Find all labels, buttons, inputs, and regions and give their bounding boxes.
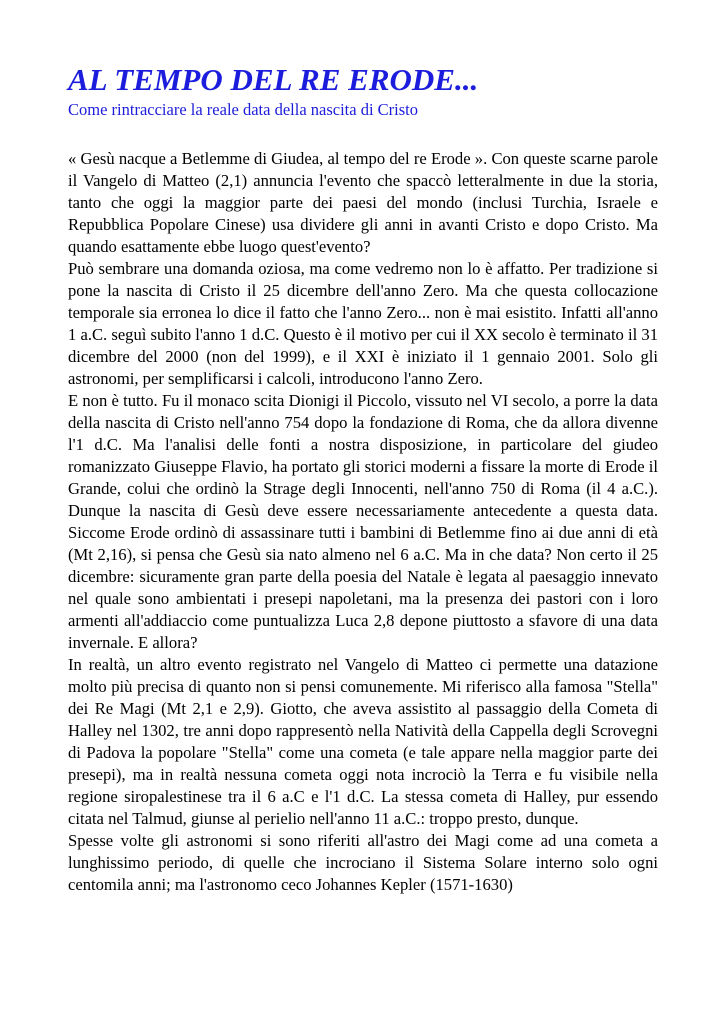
article-body <box>68 148 658 896</box>
paragraph: Spesse volte gli astronomi si sono riferiti all'astro dei Magi come ad una cometa a lunghissimo periodo, di quelle che incrociano il Sistema Solare interno solo ogni centomila anni; ma l'astronomo ceco Johannes Kepler (1571-1630) <box>68 831 658 894</box>
paragraph: « Gesù nacque a Betlemme di Giudea, al tempo del re Erode ». Con queste scarne parole il Vangelo di Matteo (2,1) annuncia l'evento che spaccò letteralmente in due la storia, tanto che oggi la maggior parte dei paesi del mondo (inclusi Turchia, Israele e Repubblica Popolare Cinese) usa dividere gli anni in avanti Cristo e dopo Cristo. Ma quando esattamente ebbe luogo quest'evento? <box>68 149 658 256</box>
paragraph: E non è tutto. Fu il monaco scita Dionigi il Piccolo, vissuto nel VI secolo, a porre la data della nascita di Cristo nell'anno 754 dopo la fondazione di Roma, che da allora divenne l'1 d.C. Ma l'analisi delle fonti a nostra disposizione, in particolare del giudeo romanizzato Giuseppe Flavio, ha portato gli storici moderni a fissare la morte di Erode il Grande, colui che ordinò la Strage degli Innocenti, nell'anno 750 di Roma (il 4 a.C.). Dunque la nascita di Gesù deve essere necessariamente antecedente a questa data. Siccome Erode ordinò di assassinare tutti i bambini di Betlemme fino ai due anni di età (Mt 2,16), si pensa che Gesù sia nato almeno nel 6 a.C. Ma in che data? Non certo il 25 dicembre: sicuramente gran parte della poesia del Natale è legata al paesaggio innevato nel quale sono ambientati i presepi napoletani, ma la presenza dei pastori con i loro armenti all'addiaccio come puntualizza Luca 2,8 depone piuttosto a sfavore di una data invernale. E allora? <box>68 391 658 652</box>
document-page <box>68 62 658 896</box>
article-subtitle: Come rintracciare la reale data della nascita di Cristo <box>68 100 419 119</box>
paragraph: Può sembrare una domanda oziosa, ma come vedremo non lo è affatto. Per tradizione si pone la nascita di Cristo il 25 dicembre dell'anno Zero. Ma che questa collocazione temporale sia erronea lo dice il fatto che l'anno Zero... non è mai esistito. Infatti all'anno 1 a.C. seguì subito l'anno 1 d.C. Questo è il motivo per cui il XX secolo è terminato il 31 dicembre del 2000 (non del 1999), e il XXI è iniziato il 1 gennaio 2001. Solo gli astronomi, per semplificarsi i calcoli, introducono l'anno Zero. <box>68 259 658 388</box>
article-title: AL TEMPO DEL RE ERODE... <box>68 62 479 97</box>
paragraph: In realtà, un altro evento registrato nel Vangelo di Matteo ci permette una datazione molto più precisa di quanto non si pensi comunemente. Mi riferisco alla famosa "Stella" dei Re Magi (Mt 2,1 e 2,9). Giotto, che aveva assistito al passaggio della Cometa di Halley nel 1302, tre anni dopo rappresentò nella Natività della Cappella degli Scrovegni di Padova la popolare "Stella" come una cometa (e tale appare nella maggior parte dei presepi), ma in realtà nessuna cometa oggi nota incrociò la Terra e fu visibile nella regione siropalestinese tra il 6 a.C e l'1 d.C. La stessa cometa di Halley, pur essendo citata nel Talmud, giunse al perielio nell'anno 11 a.C.: troppo presto, dunque. <box>68 655 658 828</box>
